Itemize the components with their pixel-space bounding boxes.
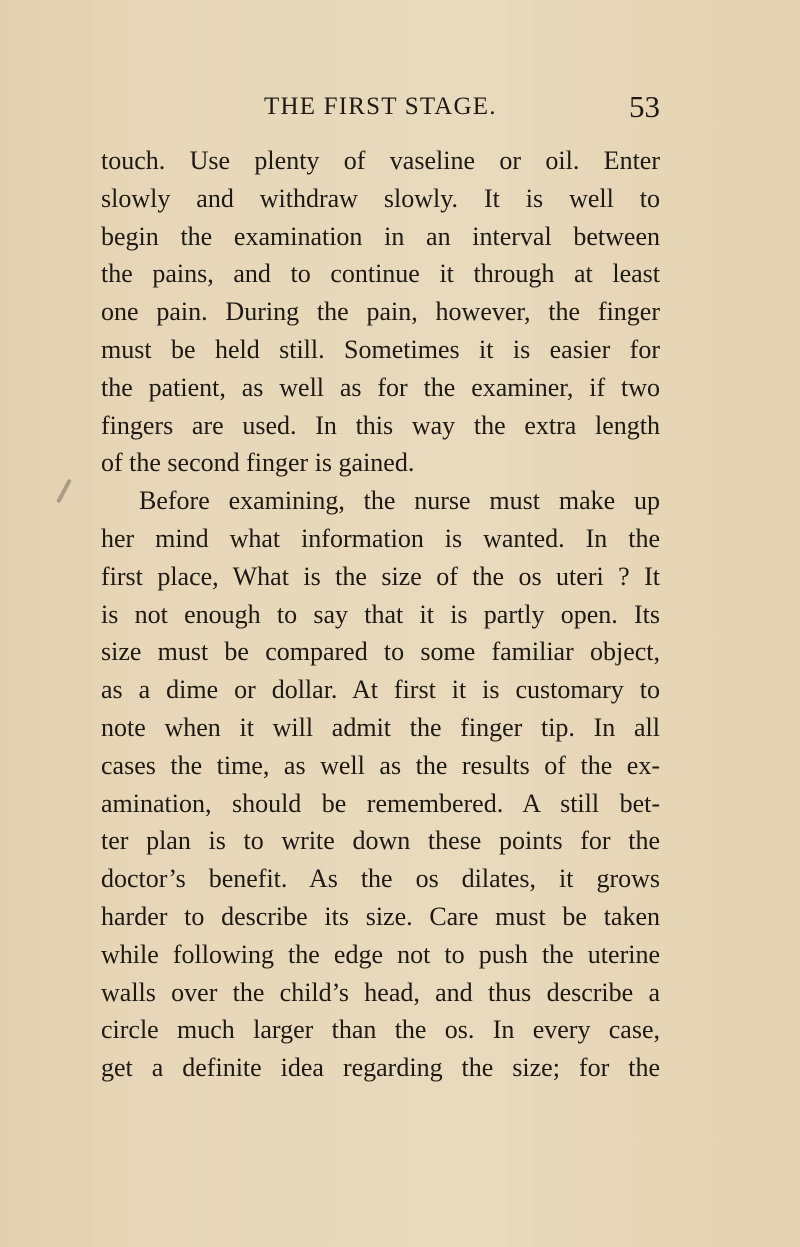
text-line: circle much larger than the os. In every case, xyxy=(101,1015,660,1045)
text-line: size must be compared to some familiar object, xyxy=(101,637,660,667)
text-line: walls over the child’s head, and thus describe a xyxy=(101,977,660,1007)
running-head: THE FIRST STAGE. xyxy=(264,93,497,120)
text-line: ter plan is to write down these points for the xyxy=(101,826,660,856)
text-line: first place, What is the size of the os uteri ? It xyxy=(101,561,660,591)
text-line: begin the examination in an interval between xyxy=(101,221,660,251)
body-text xyxy=(101,142,660,1087)
text-line: fingers are used. In this way the extra length xyxy=(101,410,660,440)
text-line: harder to describe its size. Care must be taken xyxy=(101,901,660,931)
text-line: Before examining, the nurse must make up xyxy=(139,486,660,516)
text-line: note when it will admit the finger tip. In all xyxy=(101,712,660,742)
page-header xyxy=(100,90,660,124)
page-number: 53 xyxy=(629,89,660,124)
text-line: slowly and withdraw slowly. It is well to xyxy=(101,183,660,213)
text-line: the pains, and to continue it through at least xyxy=(101,259,660,289)
text-line: her mind what information is wanted. In the xyxy=(101,523,660,553)
text-line: of the second finger is gained. xyxy=(101,448,415,478)
text-line: doctor’s benefit. As the os dilates, it grows xyxy=(101,864,660,894)
text-line: as a dime or dollar. At first it is customary to xyxy=(101,675,660,705)
text-line: cases the time, as well as the results of the ex- xyxy=(101,750,660,780)
text-line: must be held still. Sometimes it is easier for xyxy=(101,334,660,364)
margin-mark xyxy=(56,479,72,504)
text-line: is not enough to say that it is partly open. Its xyxy=(101,599,660,629)
text-line: one pain. During the pain, however, the finger xyxy=(101,297,660,327)
text-line: touch. Use plenty of vaseline or oil. Enter xyxy=(101,146,660,175)
text-line: get a definite idea regarding the size; for the xyxy=(101,1053,660,1083)
text-line: amination, should be remembered. A still bet- xyxy=(101,788,660,818)
text-line: while following the edge not to push the uterine xyxy=(101,939,660,969)
text-line: the patient, as well as for the examiner, if two xyxy=(101,372,660,402)
